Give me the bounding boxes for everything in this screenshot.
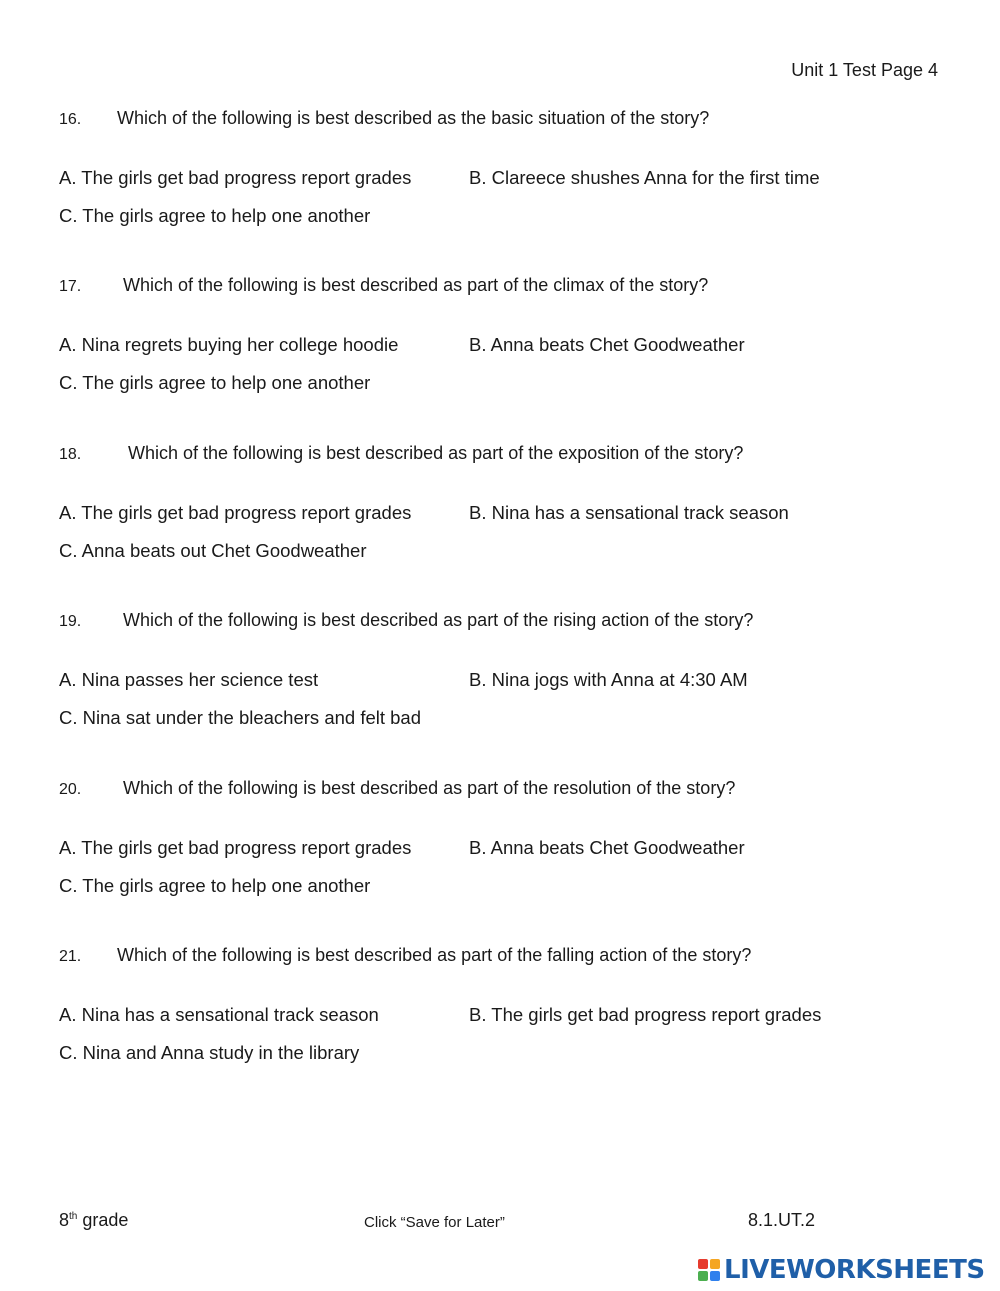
question-number: 19. [59,613,82,630]
question-text: Which of the following is best described as the basic situation of the story? [117,108,710,128]
question-17 [59,275,939,393]
question-stem [59,778,939,799]
liveworksheets-logo[interactable] [698,1254,985,1286]
question-stem [59,443,939,464]
answer-b: B. The girls get bad progress report grades [469,1004,822,1025]
answer-a: A. The girls get bad progress report grades [59,502,412,523]
answer-c: C. Nina and Anna study in the library [59,1042,360,1063]
question-number: 20. [59,781,82,798]
question-text: Which of the following is best described as part of the falling action of the story? [117,945,752,965]
logo-square-blue [710,1271,720,1281]
grade-word: grade [77,1210,129,1230]
logo-grid-icon [698,1259,720,1281]
logo-square-red [698,1259,708,1269]
grade-label [59,1210,128,1231]
question-text: Which of the following is best described as part of the climax of the story? [123,275,709,295]
answer-b: B. Anna beats Chet Goodweather [469,334,745,355]
answer-c: C. The girls agree to help one another [59,372,371,393]
answer-b: B. Anna beats Chet Goodweather [469,837,745,858]
question-21 [59,945,939,1063]
question-text: Which of the following is best described as part of the resolution of the story? [123,778,736,798]
question-stem [59,275,939,296]
question-18 [59,443,939,561]
answer-c: C. The girls agree to help one another [59,875,371,896]
answer-c: C. The girls agree to help one another [59,205,371,226]
answer-a: A. The girls get bad progress report grades [59,837,412,858]
page-header: Unit 1 Test Page 4 [791,60,938,80]
answer-a: A. Nina has a sensational track season [59,1004,379,1025]
question-number: 18. [59,446,82,463]
question-stem [59,108,939,129]
logo-square-orange [710,1259,720,1269]
question-text: Which of the following is best described as part of the rising action of the story? [123,610,754,630]
test-code: 8.1.UT.2 [748,1210,816,1230]
question-19 [59,610,939,728]
answer-c: C. Nina sat under the bleachers and felt bad [59,707,422,728]
grade-number: 8 [59,1210,70,1230]
answer-a: A. Nina passes her science test [59,669,319,690]
question-number: 16. [59,111,82,128]
question-16 [59,108,939,226]
answer-b: B. Nina has a sensational track season [469,502,789,523]
answer-b: B. Clareece shushes Anna for the first time [469,167,820,188]
question-20 [59,778,939,896]
question-stem [59,945,939,966]
save-for-later-note: Click “Save for Later” [364,1214,505,1231]
answer-a: A. Nina regrets buying her college hoodie [59,334,399,355]
logo-text: LIVEWORKSHEETS [724,1255,985,1285]
question-number: 17. [59,278,82,295]
answer-a: A. The girls get bad progress report grades [59,167,412,188]
answer-c: C. Anna beats out Chet Goodweather [59,540,367,561]
logo-square-green [698,1271,708,1281]
question-stem [59,610,939,631]
answer-b: B. Nina jogs with Anna at 4:30 AM [469,669,748,690]
question-number: 21. [59,948,82,965]
grade-suffix: th [69,1211,78,1222]
question-text: Which of the following is best described as part of the exposition of the story? [128,443,744,463]
